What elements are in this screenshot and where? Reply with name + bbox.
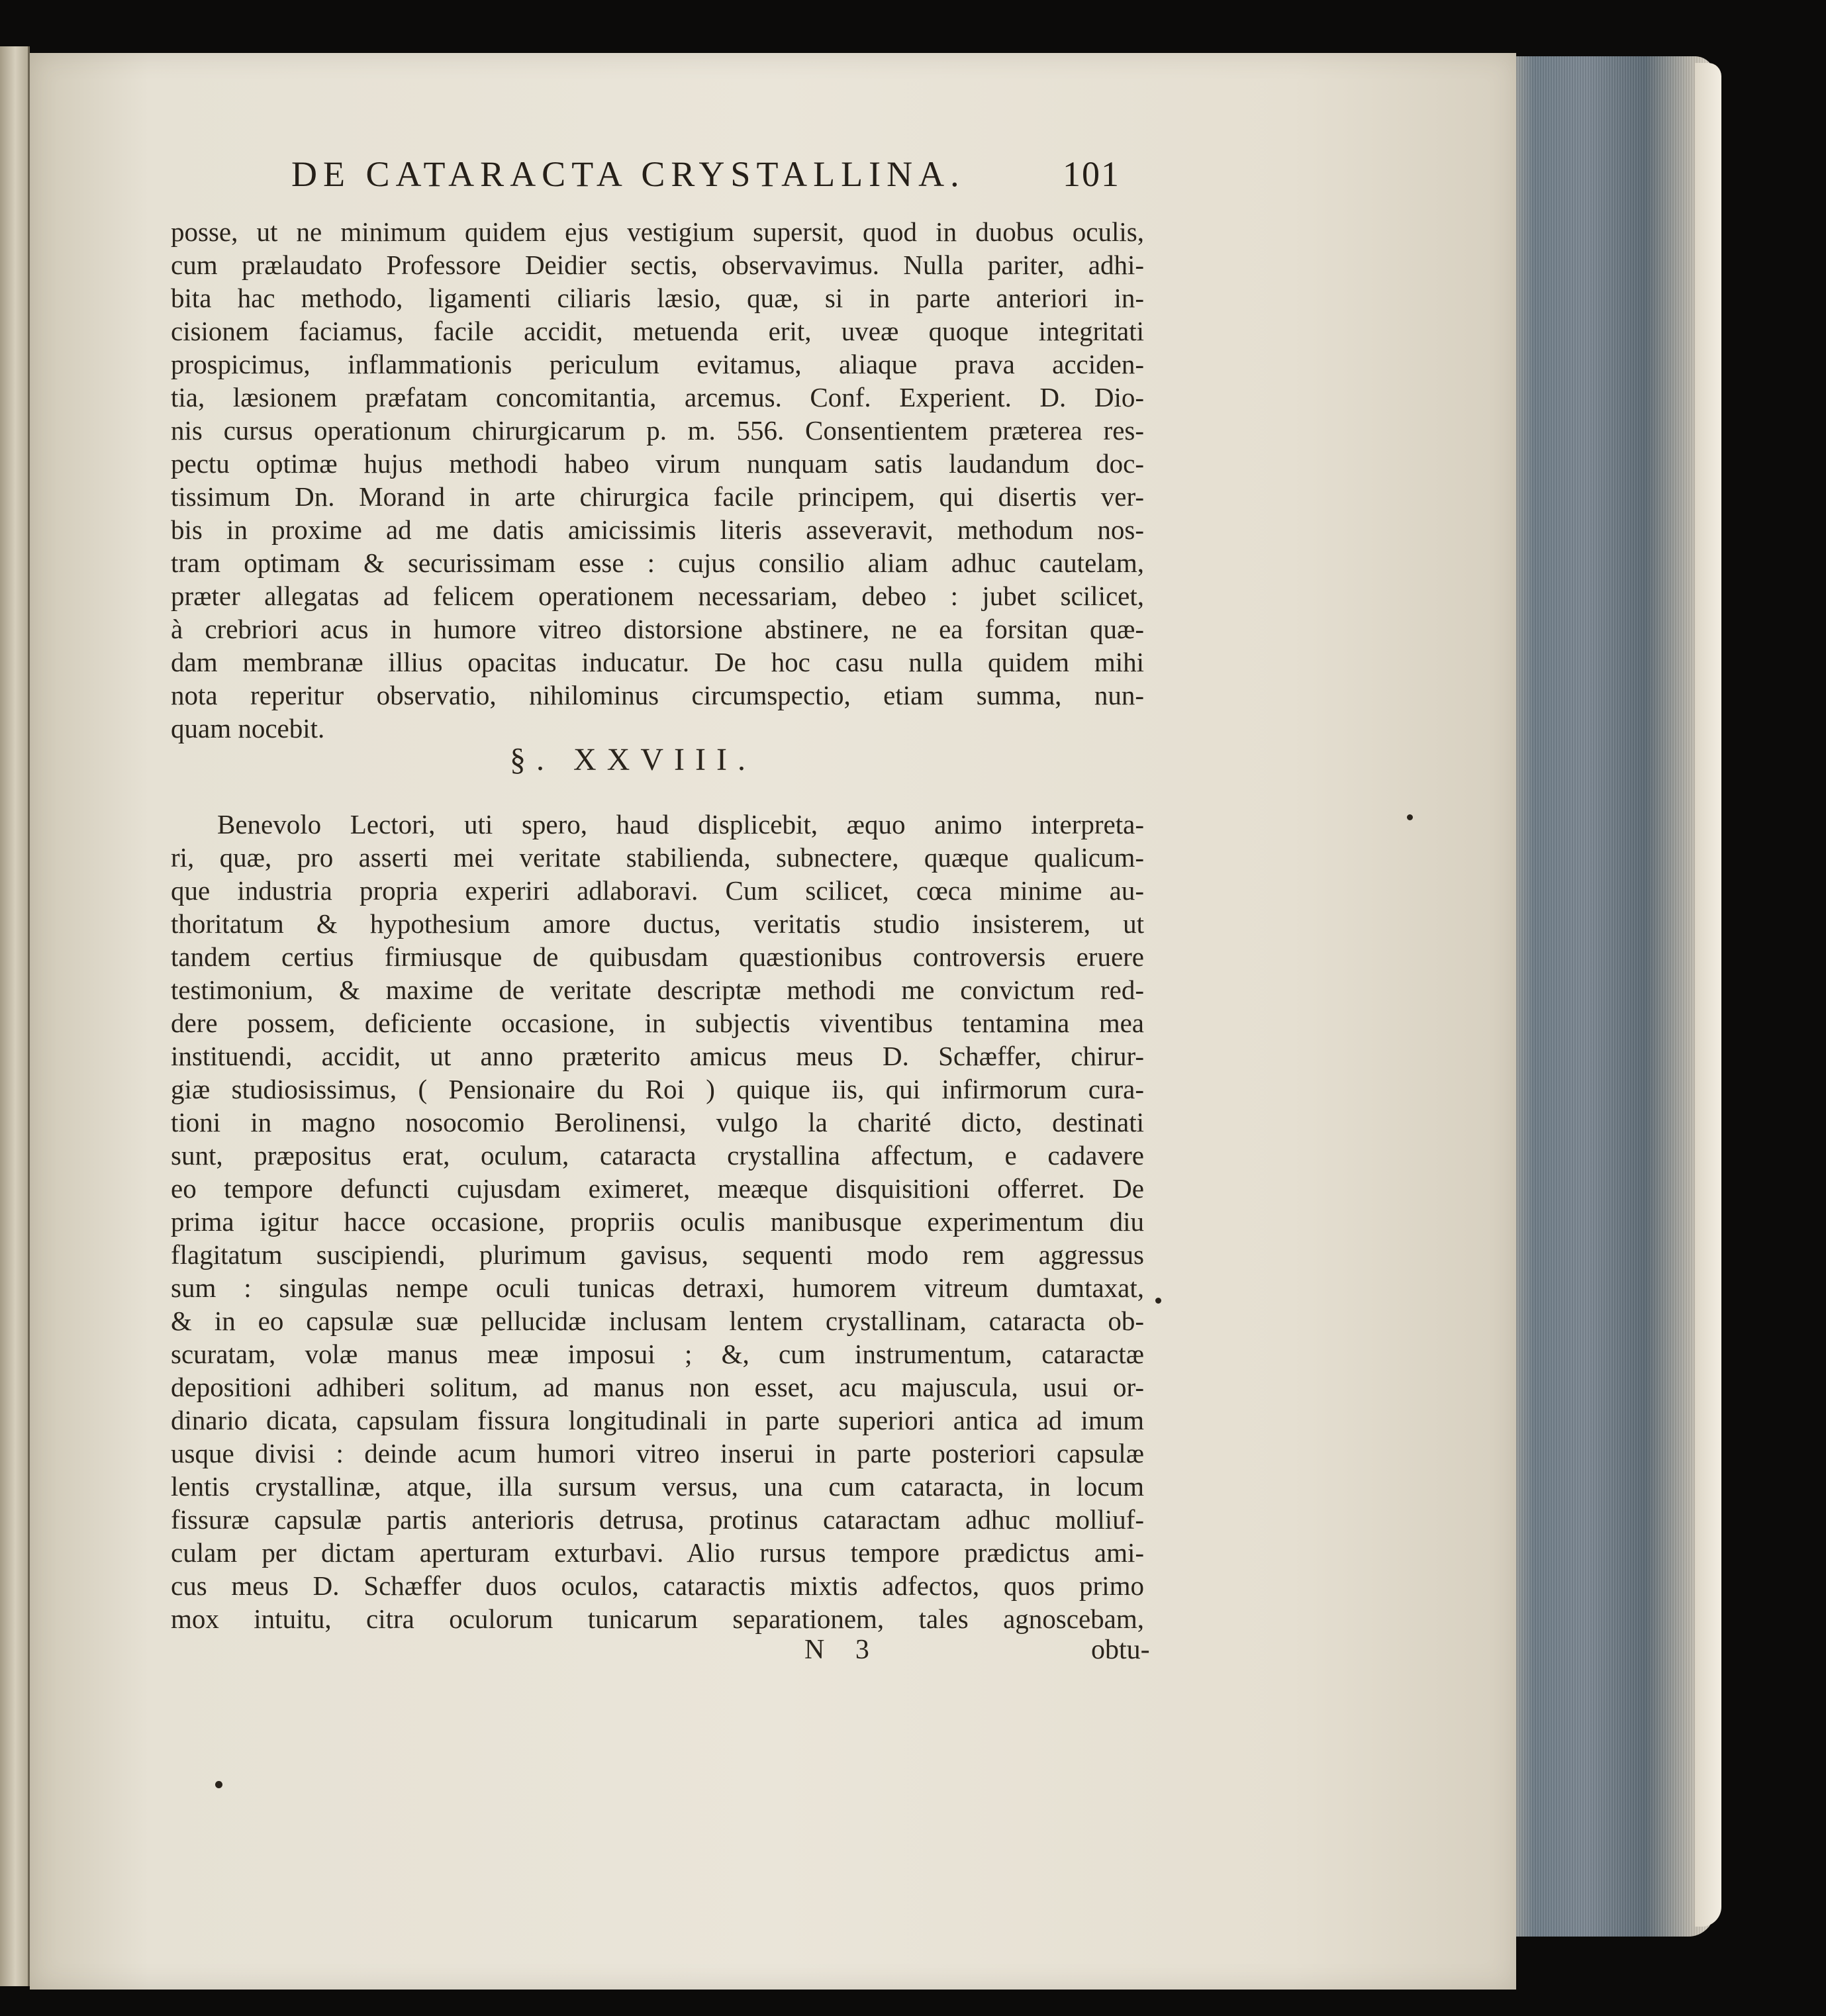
book-fore-edge xyxy=(1483,56,1715,1937)
text-line: cisionem faciamus, facile accidit, metuenda erit, uveæ quoque integritati xyxy=(171,316,1144,346)
text-line: depositioni adhiberi solitum, ad manus non esset, acu majuscula, usui or- xyxy=(171,1372,1144,1402)
text-line: cus meus D. Schæffer duos oculos, cataractis mixtis adfectos, quos primo xyxy=(171,1570,1144,1601)
text-line: giæ studiosissimus, ( Pensionaire du Roi ) quique iis, qui infirmorum cura- xyxy=(171,1074,1144,1104)
text-line: nis cursus operationum chirurgicarum p. m. 556. Consentientem præterea res- xyxy=(171,415,1144,446)
text-line: mox intuitu, citra oculorum tunicarum separationem, tales agnoscebam, xyxy=(171,1604,1144,1634)
text-line: pectu optimæ hujus methodi habeo virum nunquam satis laudandum doc- xyxy=(171,448,1144,479)
text-line: cum prælaudato Professore Deidier sectis, observavimus. Nulla pariter, adhi- xyxy=(171,250,1144,280)
text-line: eo tempore defuncti cujusdam eximeret, meæque disquisitioni offerret. De xyxy=(171,1173,1144,1204)
text-line: Benevolo Lectori, uti spero, haud displicebit, æquo animo interpreta- xyxy=(217,809,1144,840)
text-line: sum : singulas nempe oculi tunicas detraxi, humorem vitreum dumtaxat, xyxy=(171,1272,1144,1303)
text-line: ri, quæ, pro asserti mei veritate stabilienda, subnectere, quæque qualicum- xyxy=(171,842,1144,873)
catchword: obtu- xyxy=(1091,1635,1150,1665)
text-line: culam per dictam aperturam exturbavi. Alio rursus tempore prædictus ami- xyxy=(171,1537,1144,1568)
text-line: prima igitur hacce occasione, propriis oculis manibusque experimentum diu xyxy=(171,1206,1144,1237)
text-line: tram optimam & securissimam esse : cujus consilio aliam adhuc cautelam, xyxy=(171,548,1144,578)
text-line: tia, læsionem præfatam concomitantia, arcemus. Conf. Experient. D. Dio- xyxy=(171,382,1144,412)
text-line: sunt, præpositus erat, oculum, cataracta crystallina affectum, e cadavere xyxy=(171,1140,1144,1171)
section-heading: §. XXVIII. xyxy=(510,742,756,777)
text-line: instituendi, accidit, ut anno præterito amicus meus D. Schæffer, chirur- xyxy=(171,1041,1144,1071)
text-line: tandem certius firmiusque de quibusdam quæstionibus controversis eruere xyxy=(171,941,1144,972)
text-line: à crebriori acus in humore vitreo distorsione abstinere, ne ea forsitan quæ- xyxy=(171,614,1144,644)
text-line: prospicimus, inflammationis periculum evitamus, aliaque prava acciden- xyxy=(171,349,1144,379)
book-cover-board xyxy=(1695,63,1721,1927)
paper-speck xyxy=(1407,814,1413,820)
text-line: quam nocebit. xyxy=(171,713,325,744)
text-line: bis in proxime ad me datis amicissimis literis asseveravit, methodum nos- xyxy=(171,514,1144,545)
text-line: fissuræ capsulæ partis anterioris detrusa, protinus cataractam adhuc molliuf- xyxy=(171,1504,1144,1535)
text-line: tissimum Dn. Morand in arte chirurgica facile principem, qui disertis ver- xyxy=(171,481,1144,512)
text-line: lentis crystallinæ, atque, illa sursum versus, una cum cataracta, in locum xyxy=(171,1471,1144,1502)
signature-mark: N 3 xyxy=(804,1635,881,1665)
text-line: dam membranæ illius opacitas inducatur. De hoc casu nulla quidem mihi xyxy=(171,647,1144,677)
paper-speck xyxy=(215,1781,222,1788)
text-line: præter allegatas ad felicem operationem necessariam, debeo : jubet scilicet, xyxy=(171,581,1144,611)
previous-page-edge xyxy=(0,46,30,1986)
text-line: que industria propria experiri adlaboravi. Cum scilicet, cœca minime au- xyxy=(171,875,1144,906)
text-line: posse, ut ne minimum quidem ejus vestigium supersit, quod in duobus oculis, xyxy=(171,216,1144,247)
paper-speck xyxy=(1155,1298,1161,1304)
text-line: & in eo capsulæ suæ pellucidæ inclusam lentem crystallinam, cataracta ob- xyxy=(171,1306,1144,1336)
text-line: testimonium, & maxime de veritate descriptæ methodi me convictum red- xyxy=(171,975,1144,1005)
text-line: flagitatum suscipiendi, plurimum gavisus, sequenti modo rem aggressus xyxy=(171,1239,1144,1270)
text-line: nota reperitur observatio, nihilominus circumspectio, etiam summa, nun- xyxy=(171,680,1144,710)
text-line: bita hac methodo, ligamenti ciliaris læsio, quæ, si in parte anteriori in- xyxy=(171,283,1144,313)
text-line: thoritatum & hypothesium amore ductus, veritatis studio insisterem, ut xyxy=(171,908,1144,939)
text-line: usque divisi : deinde acum humori vitreo inserui in parte posteriori capsulæ xyxy=(171,1438,1144,1468)
text-line: tioni in magno nosocomio Berolinensi, vulgo la charité dicto, destinati xyxy=(171,1107,1144,1137)
text-line: scuratam, volæ manus meæ imposui ; &, cum instrumentum, cataractæ xyxy=(171,1339,1144,1369)
running-title: DE CATARACTA CRYSTALLINA. xyxy=(291,154,965,194)
page-number: 101 xyxy=(1063,154,1120,194)
text-line: dinario dicata, capsulam fissura longitudinali in parte superiori antica ad imum xyxy=(171,1405,1144,1435)
text-line: dere possem, deficiente occasione, in subjectis viventibus tentamina mea xyxy=(171,1008,1144,1038)
